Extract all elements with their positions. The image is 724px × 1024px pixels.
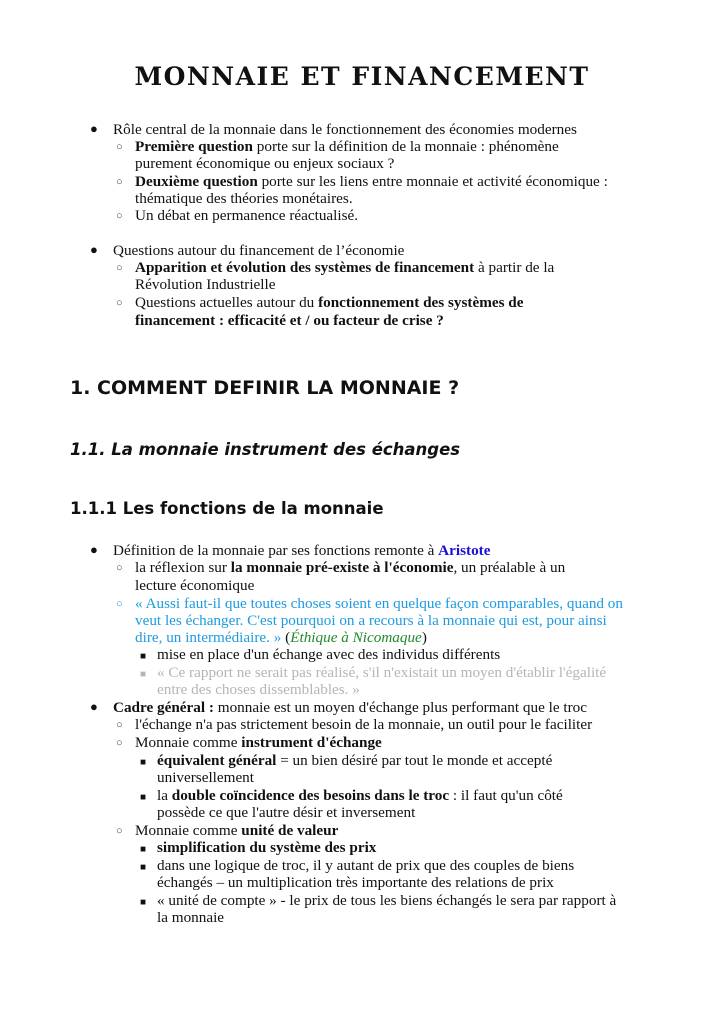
- bullet-circle-icon: ○: [116, 176, 123, 188]
- intro-item-2-sub-2: [135, 294, 524, 312]
- bullet-circle-icon: ○: [116, 297, 123, 309]
- bold-text: Deuxième question: [135, 173, 258, 190]
- section-item-1-sub-2-sub-2-cont: entre des choses dissemblables. »: [157, 681, 360, 698]
- text: Définition de la monnaie par ses fonctions remonte à: [113, 542, 439, 559]
- bullet-square-icon: ■: [140, 651, 147, 662]
- section-item-2-sub-3-sub-3-cont: la monnaie: [157, 909, 225, 926]
- section-item-2-sub-2-sub-1-cont: universellement: [157, 769, 254, 786]
- text: (: [281, 629, 291, 646]
- text: : il faut qu'un côté: [449, 787, 563, 804]
- quote-line-2: veut les échanger. C'est pourquoi on a recours à la monnaie qui est, pour ainsi: [135, 612, 607, 629]
- text: Monnaie comme: [135, 734, 242, 751]
- section-item-2-sub-3-sub-3: « unité de compte » - le prix de tous les biens échangés le sera par rapport à: [157, 892, 617, 909]
- heading-1-1-1: 1.1.1 Les fonctions de la monnaie: [70, 499, 384, 518]
- section-item-1-sub-2-sub-2: « Ce rapport ne serait pas réalisé, s'il n'existait un moyen d'établir l'égalité: [157, 664, 607, 681]
- bold-text: simplification du système des prix: [157, 839, 377, 856]
- intro-item-1: Rôle central de la monnaie dans le fonctionnement des économies modernes: [113, 121, 577, 138]
- intro-item-1-sub-2-cont: thématique des théories monétaires.: [135, 190, 353, 207]
- section-item-2-sub-1: l'échange n'a pas strictement besoin de la monnaie, un outil pour le faciliter: [135, 716, 593, 733]
- section-item-2-sub-3-sub-1: [157, 839, 376, 857]
- text: ): [421, 629, 427, 646]
- text: la: [157, 787, 172, 804]
- section-item-2-sub-3-sub-2-cont: échangés – un multiplication très importante des relations de prix: [157, 874, 554, 891]
- text: à partir de la: [474, 259, 555, 276]
- bullet-disc-icon: ●: [90, 121, 98, 136]
- bold-text: financement : efficacité et / ou facteur de crise ?: [135, 312, 444, 329]
- quote-line-1: « Aussi faut-il que toutes choses soient en quelque façon comparables, quand on: [135, 595, 623, 612]
- bullet-circle-icon: ○: [116, 562, 123, 574]
- text: porte sur la définition de la monnaie : phénomène: [252, 138, 559, 155]
- intro-item-2: Questions autour du financement de l’économie: [113, 242, 405, 259]
- text: porte sur les liens entre monnaie et activité économique :: [257, 173, 608, 190]
- intro-item-1-sub-3: Un débat en permanence réactualisé.: [135, 207, 359, 224]
- bullet-circle-icon: ○: [116, 737, 123, 749]
- bold-text: unité de valeur: [241, 822, 339, 839]
- bullet-circle-icon: ○: [116, 719, 123, 731]
- section-item-1-sub-1-cont: lecture économique: [135, 577, 255, 594]
- section-item-2: [113, 699, 587, 717]
- bullet-circle-icon: ○: [116, 141, 123, 153]
- intro-item-2-sub-1: [135, 259, 554, 277]
- section-item-2-sub-2-sub-2-cont: possède ce que l'autre désir et inversement: [157, 804, 416, 821]
- quote-line-3: [135, 629, 427, 647]
- bullet-disc-icon: ●: [90, 699, 98, 714]
- section-item-2-sub-2: [135, 734, 382, 752]
- source-title: Éthique à Nicomaque: [290, 629, 422, 646]
- section-item-2-sub-2-sub-1: [157, 752, 552, 770]
- text: monnaie est un moyen d'échange plus performant que le troc: [213, 699, 587, 716]
- bullet-circle-icon: ○: [116, 262, 123, 274]
- section-item-1-sub-2-sub-1: mise en place d'un échange avec des individus différents: [157, 646, 501, 663]
- quote-text: dire, un intermédiaire. »: [135, 629, 282, 646]
- bold-text: fonctionnement des systèmes de: [318, 294, 524, 311]
- section-item-2-sub-3-sub-2: dans une logique de troc, il y autant de prix que des couples de biens: [157, 857, 575, 874]
- bullet-square-icon: ■: [140, 669, 147, 680]
- intro-item-2-sub-1-cont: Révolution Industrielle: [135, 276, 276, 293]
- text: = un bien désiré par tout le monde et accepté: [276, 752, 553, 769]
- section-item-1: [113, 542, 490, 560]
- bullet-square-icon: ■: [140, 792, 147, 803]
- text: Questions actuelles autour du: [135, 294, 319, 311]
- heading-1: 1. COMMENT DEFINIR LA MONNAIE ?: [70, 377, 460, 399]
- section-item-1-sub-1: [135, 559, 565, 577]
- bullet-disc-icon: ●: [90, 542, 98, 557]
- intro-item-2-sub-2-cont: [135, 312, 444, 330]
- heading-1-1: 1.1. La monnaie instrument des échanges: [70, 440, 461, 459]
- section-item-2-sub-3: [135, 822, 338, 840]
- bullet-disc-icon: ●: [90, 242, 98, 257]
- bullet-circle-icon: ○: [116, 210, 123, 222]
- intro-item-1-sub-2: [135, 173, 608, 191]
- section-item-2-sub-2-sub-2: [157, 787, 563, 805]
- bold-text: double coïncidence des besoins dans le troc: [171, 787, 450, 804]
- bullet-square-icon: ■: [140, 844, 147, 855]
- bullet-square-icon: ■: [140, 757, 147, 768]
- text: Monnaie comme: [135, 822, 242, 839]
- intro-item-1-sub-1: [135, 138, 559, 156]
- bold-text: instrument d'échange: [241, 734, 382, 751]
- bullet-square-icon: ■: [140, 862, 147, 873]
- bullet-circle-icon: ○: [116, 825, 123, 837]
- bold-text: Première question: [135, 138, 253, 155]
- text: la réflexion sur: [135, 559, 231, 576]
- bold-text: la monnaie pré-existe à l'économie: [230, 559, 454, 576]
- intro-item-1-sub-1-cont: purement économique ou enjeux sociaux ?: [135, 155, 395, 172]
- bold-text: Cadre général :: [113, 699, 214, 716]
- bullet-circle-icon: ○: [116, 598, 123, 610]
- text: , un préalable à un: [453, 559, 566, 576]
- bold-text: équivalent général: [157, 752, 277, 769]
- aristote-link[interactable]: Aristote: [438, 542, 491, 559]
- document-title: MONNAIE ET FINANCEMENT: [134, 62, 590, 91]
- bold-text: Apparition et évolution des systèmes de financement: [135, 259, 475, 276]
- bullet-square-icon: ■: [140, 897, 147, 908]
